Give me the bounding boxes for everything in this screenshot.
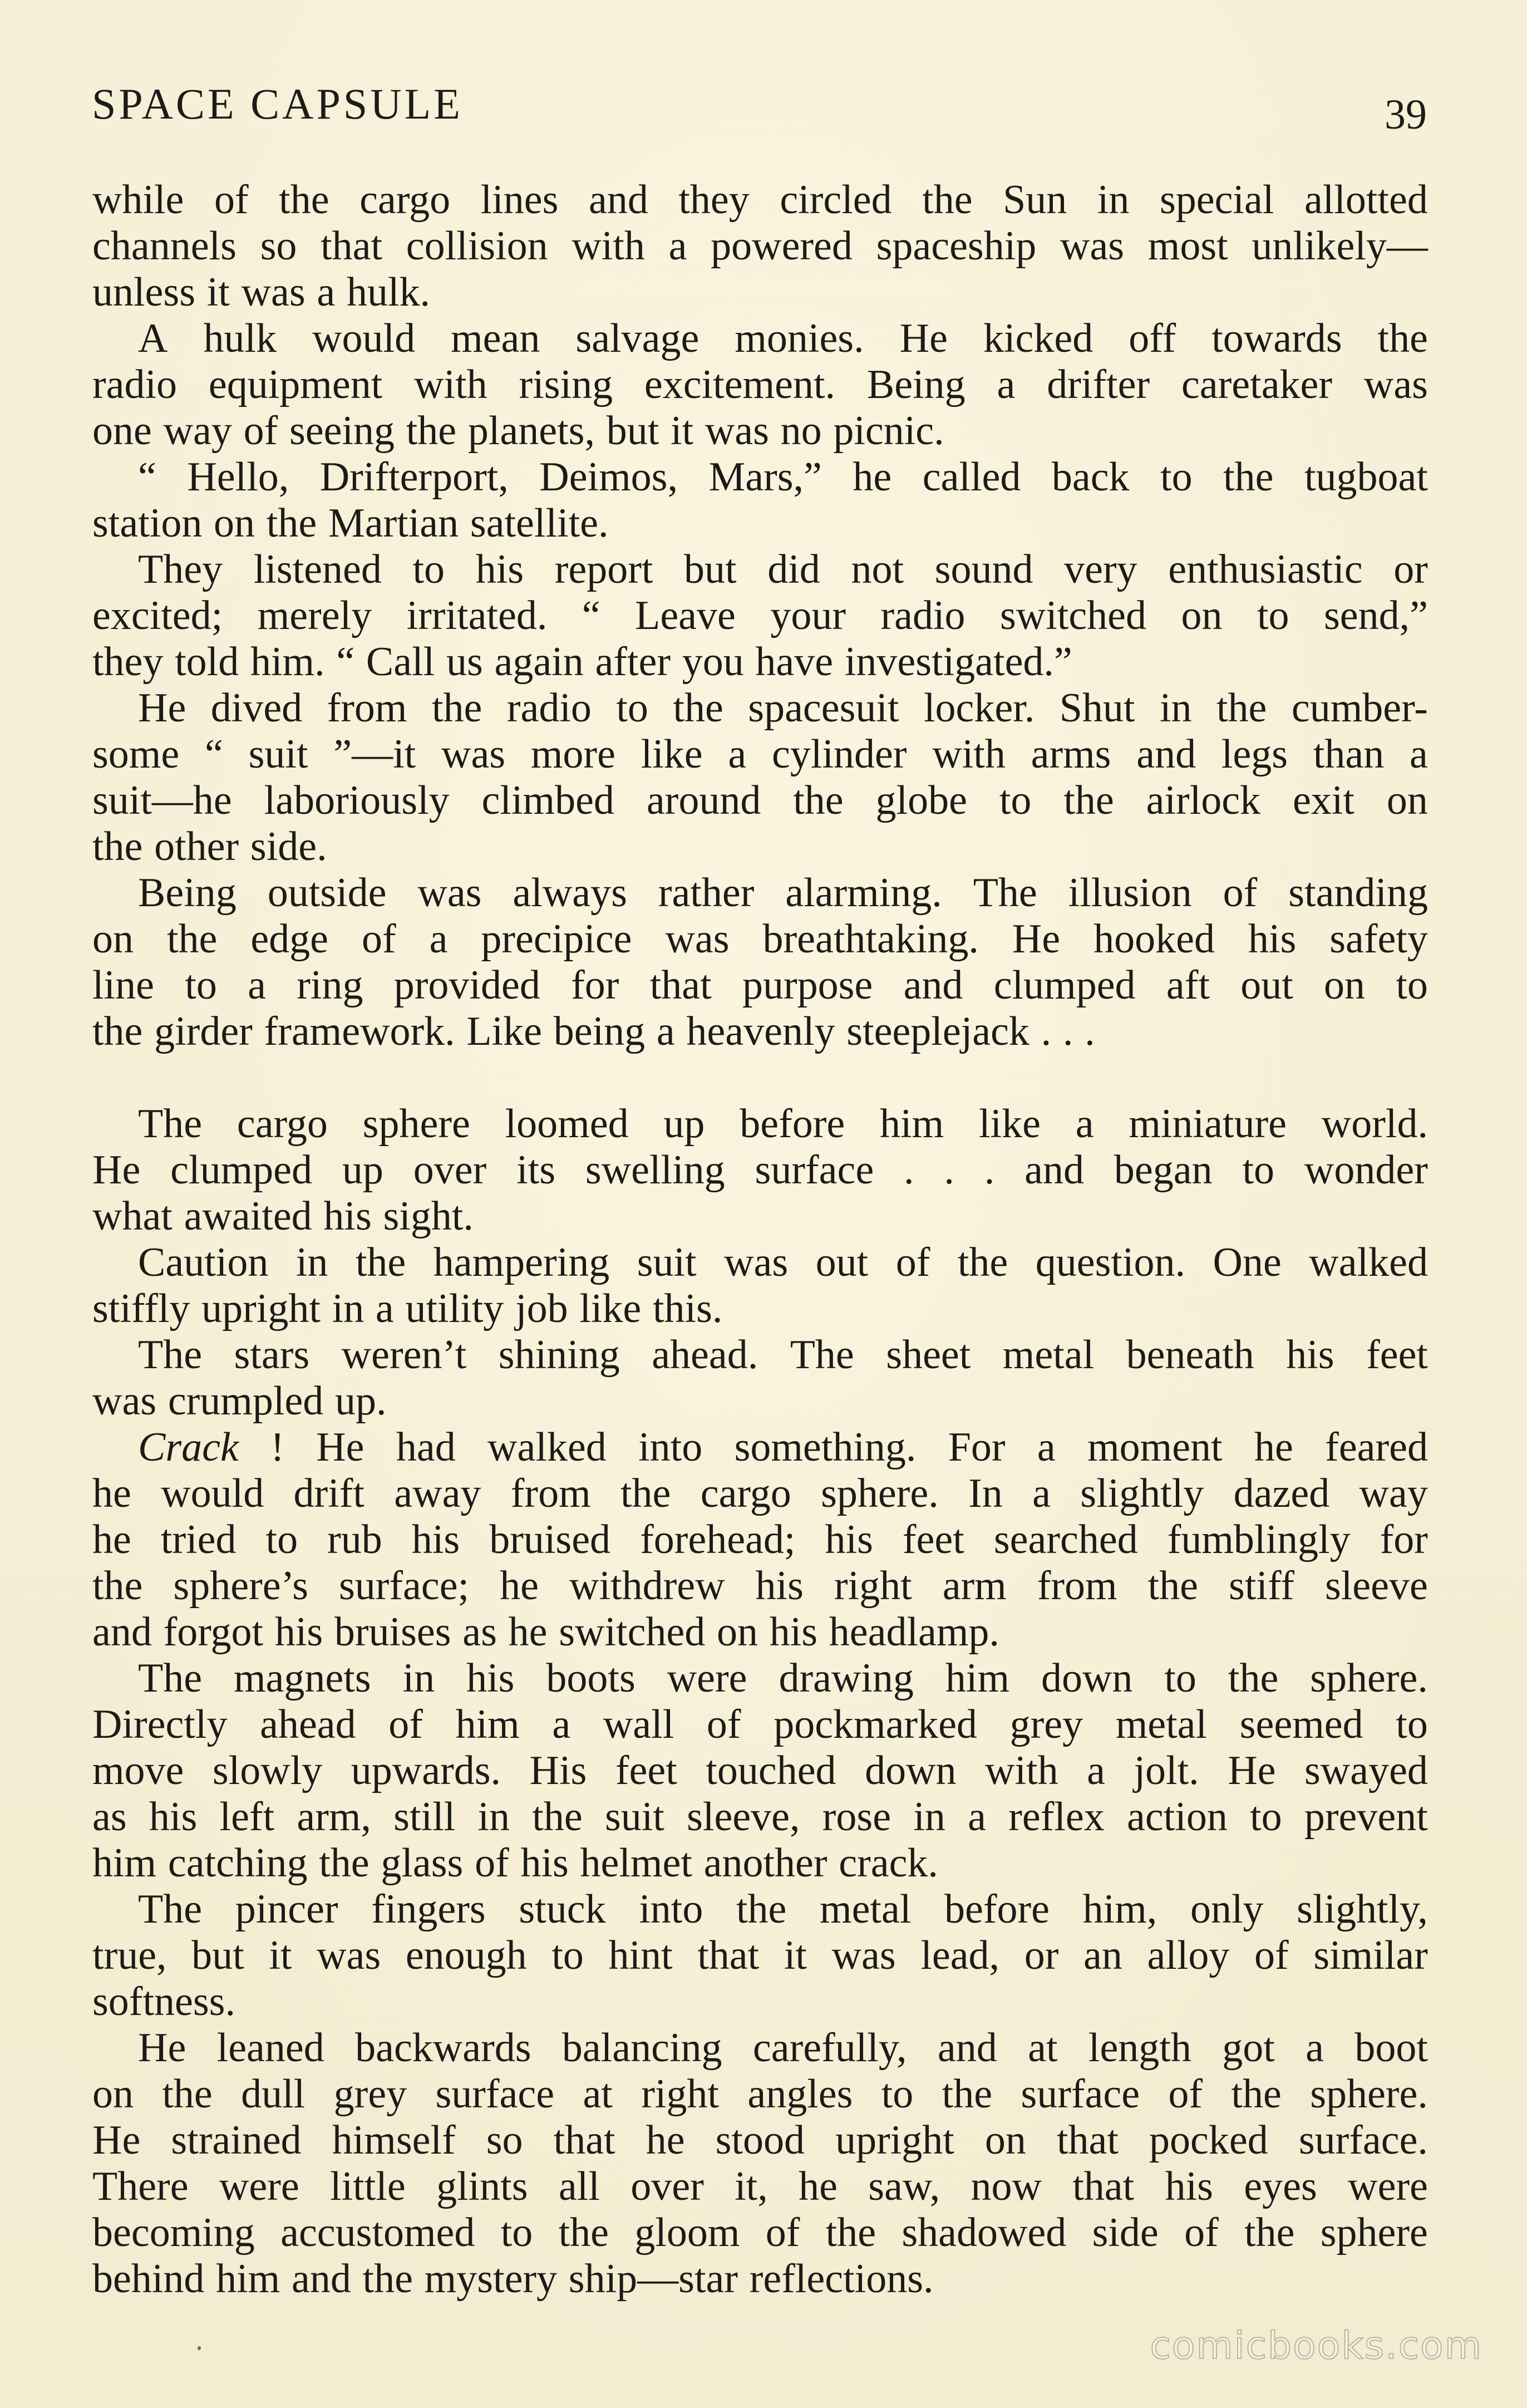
paragraph xyxy=(92,177,1428,316)
text-line: Caution in the hampering suit was out of the question. One walked xyxy=(138,1240,1428,1285)
text-line: on the dull grey surface at right angles to the surface of the sphere. xyxy=(92,2071,1428,2117)
text-line: while of the cargo lines and they circled the Sun in special allotted xyxy=(92,177,1428,223)
text-line: They listened to his report but did not sound very enthusiastic or xyxy=(138,547,1428,592)
text-line: The pincer fingers stuck into the metal before him, only slightly, xyxy=(138,1886,1428,1932)
paragraph xyxy=(92,1655,1428,1886)
text-line: channels so that collision with a powered spaceship was most unlikely— xyxy=(92,223,1428,269)
text-line: A hulk would mean salvage monies. He kicked off towards the xyxy=(138,316,1428,361)
paragraph xyxy=(92,870,1428,1055)
text-line: Crack ! He had walked into something. For a moment he feared xyxy=(138,1424,1428,1470)
text-line: The cargo sphere loomed up before him like a miniature world. xyxy=(138,1101,1428,1147)
running-title: SPACE CAPSULE xyxy=(92,80,463,128)
text-line: he tried to rub his bruised forehead; his feet searched fumblingly for xyxy=(92,1517,1428,1562)
page-number: 39 xyxy=(1385,91,1427,138)
text-line: He strained himself so that he stood upright on that pocked surface. xyxy=(92,2117,1428,2163)
text-line: excited; merely irritated. “ Leave your radio switched on to send,” xyxy=(92,593,1428,638)
text-line: The stars weren’t shining ahead. The sheet metal beneath his feet xyxy=(138,1332,1428,1378)
paragraph xyxy=(92,1332,1428,1424)
body-text xyxy=(92,177,1428,2302)
text-line: radio equipment with rising excitement. Being a drifter caretaker was xyxy=(92,362,1428,407)
text-line: becoming accustomed to the gloom of the shadowed side of the sphere xyxy=(92,2210,1428,2255)
text-line: stiffly upright in a utility job like this. xyxy=(92,1286,723,1331)
text-line: one way of seeing the planets, but it was no picnic. xyxy=(92,408,944,454)
text-line: He leaned backwards balancing carefully, and at length got a boot xyxy=(138,2025,1428,2071)
text-line: softness. xyxy=(92,1979,235,2024)
text-line: the sphere’s surface; he withdrew his right arm from the stiff sleeve xyxy=(92,1563,1428,1609)
text-line: and forgot his bruises as he switched on his headlamp. xyxy=(92,1609,999,1655)
paragraph xyxy=(92,547,1428,685)
text-line: Being outside was always rather alarming. The illusion of standing xyxy=(138,870,1428,916)
paragraph xyxy=(92,2025,1428,2302)
paragraph xyxy=(92,454,1428,547)
text-line: behind him and the mystery ship—star reflections. xyxy=(92,2256,934,2302)
text-line: move slowly upwards. His feet touched down with a jolt. He swayed xyxy=(92,1748,1428,1793)
text-line: him catching the glass of his helmet another crack. xyxy=(92,1840,938,1886)
text-line: suit—he laboriously climbed around the globe to the airlock exit on xyxy=(92,778,1428,823)
text-line: “ Hello, Drifterport, Deimos, Mars,” he called back to the tugboat xyxy=(138,454,1428,500)
section-break xyxy=(92,1055,1428,1101)
text-line: line to a ring provided for that purpose and clumped aft out on to xyxy=(92,962,1428,1008)
text-line: on the edge of a precipice was breathtaking. He hooked his safety xyxy=(92,916,1428,962)
text-line: He clumped up over its swelling surface . . . and began to wonder xyxy=(92,1147,1428,1193)
text-line: was crumpled up. xyxy=(92,1378,387,1424)
text-line: He dived from the radio to the spacesuit locker. Shut in the cumber- xyxy=(138,685,1428,731)
text-line: station on the Martian satellite. xyxy=(92,500,609,546)
paragraph xyxy=(92,1101,1428,1240)
text-line: they told him. “ Call us again after you have investigated.” xyxy=(92,639,1072,685)
paragraph xyxy=(92,1886,1428,2025)
text-line: the other side. xyxy=(92,824,327,869)
text-line: the girder framework. Like being a heavenly steeplejack . . . xyxy=(92,1009,1095,1054)
text-line: true, but it was enough to hint that it was lead, or an alloy of similar xyxy=(92,1933,1428,1978)
ink-speck xyxy=(198,2346,201,2350)
paragraph xyxy=(92,316,1428,454)
text-line: Directly ahead of him a wall of pockmarked grey metal seemed to xyxy=(92,1702,1428,1747)
text-line: what awaited his sight. xyxy=(92,1193,474,1239)
text-line: There were little glints all over it, he saw, now that his eyes were xyxy=(92,2164,1428,2209)
paragraph xyxy=(92,685,1428,870)
text-line: unless it was a hulk. xyxy=(92,269,431,315)
text-line: as his left arm, still in the suit sleeve, rose in a reflex action to prevent xyxy=(92,1794,1428,1840)
watermark: comicbooks.com xyxy=(1150,2324,1482,2368)
text-line: some “ suit ”—it was more like a cylinder with arms and legs than a xyxy=(92,731,1428,777)
paragraph xyxy=(92,1240,1428,1332)
text-line: he would drift away from the cargo sphere. In a slightly dazed way xyxy=(92,1471,1428,1516)
paragraph xyxy=(92,1424,1428,1655)
text-line: The magnets in his boots were drawing him down to the sphere. xyxy=(138,1655,1428,1701)
